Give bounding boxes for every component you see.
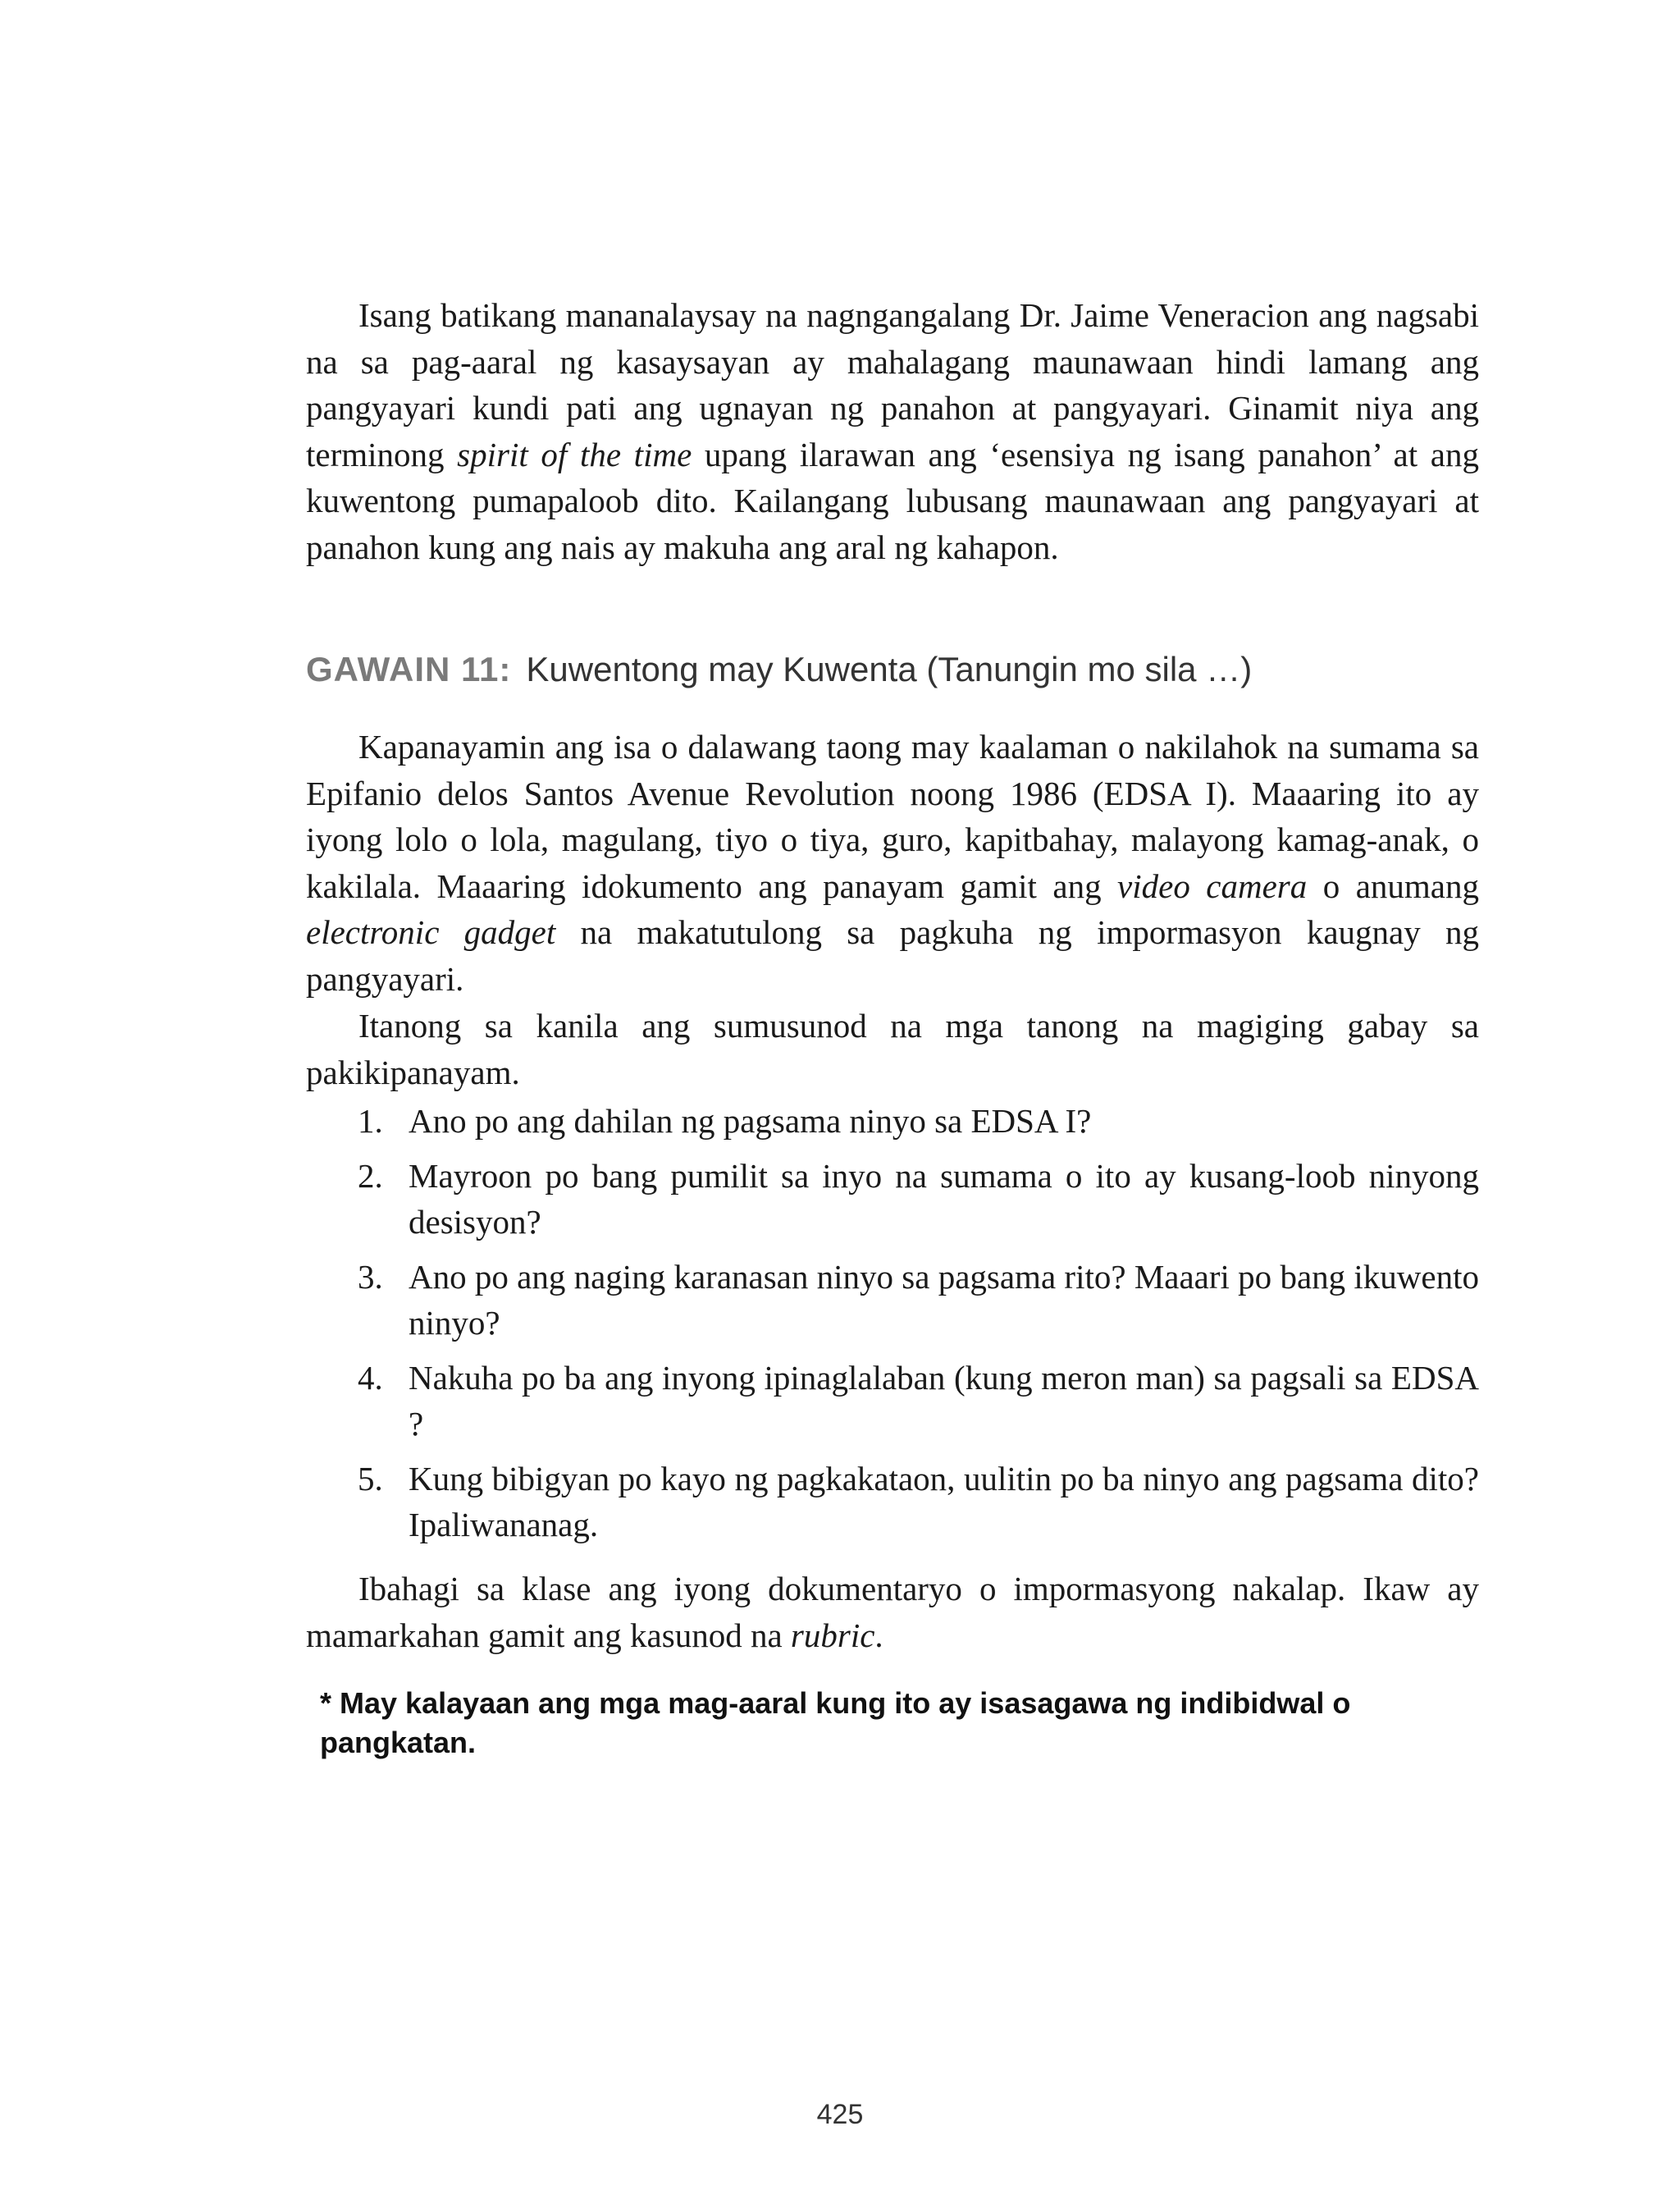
question-text: Kung bibigyan po kayo ng pagkakataon, uulitin po ba ninyo ang pagsama dito? Ipaliwananag. xyxy=(409,1459,1479,1543)
question-text: Nakuha po ba ang inyong ipinaglalaban (kung meron man) sa pagsali sa EDSA ? xyxy=(409,1358,1479,1442)
activity-label: GAWAIN 11: xyxy=(306,650,512,688)
question-item xyxy=(358,1098,1479,1145)
instructions-italic-2: electronic gadget xyxy=(306,913,556,951)
question-item xyxy=(358,1153,1479,1246)
intro-text-2: upang ilarawan ang ‘esensiya ng isang panahon’ at ang kuwentong pumapaloob dito. Kailangang lubusang maunawaan ang pangyayari at panahon kung ang nais ay makuha ang aral ng kahapon. xyxy=(306,435,1479,566)
closing-paragraph xyxy=(306,1566,1479,1658)
question-number: 1. xyxy=(358,1102,383,1140)
closing-text-2: . xyxy=(874,1616,883,1654)
question-number: 2. xyxy=(358,1156,383,1195)
question-number: 3. xyxy=(358,1257,383,1296)
closing-italic-term: rubric xyxy=(790,1616,875,1654)
question-item xyxy=(358,1254,1479,1346)
activity-title: Kuwentong may Kuwenta (Tanungin mo sila …) xyxy=(526,650,1253,688)
instructions-paragraph xyxy=(306,724,1479,1002)
intro-italic-term: spirit of the time xyxy=(457,435,692,473)
question-item xyxy=(358,1456,1479,1548)
question-item xyxy=(358,1355,1479,1447)
activity-heading xyxy=(306,647,1479,693)
intro-text-1: Isang batikang mananalaysay na nagngangalang Dr. Jaime Veneracion ang nagsabi na sa pag-aaral ng kasaysayan ay mahalagang maunawaan hindi lamang ang pangyayari kundi pati ang ugnayan ng panahon at pangyayari. Ginamit niya ang terminong xyxy=(306,296,1479,473)
questions-intro: Itanong sa kanila ang sumusunod na mga tanong na magiging gabay sa pakikipanayam. xyxy=(306,1007,1479,1091)
question-number: 5. xyxy=(358,1459,383,1497)
intro-paragraph xyxy=(306,292,1479,570)
page-number: 425 xyxy=(816,2099,864,2130)
question-list xyxy=(358,1098,1479,1557)
question-number: 4. xyxy=(358,1358,383,1397)
instructions-text-3: na makatutulong sa pagkuha ng impormasyon kaugnay ng pangyayari. xyxy=(306,913,1479,998)
instructions-italic-1: video camera xyxy=(1117,866,1308,905)
question-text: Mayroon po bang pumilit sa inyo na sumama o ito ay kusang-loob ninyong desisyon? xyxy=(409,1156,1479,1241)
instructions-text-1: Kapanayamin ang isa o dalawang taong may kaalaman o nakilahok na sumama sa Epifanio delos Santos Avenue Revolution noong 1986 (EDSA I). Maaaring ito ay iyong lolo o lola, magulang, tiyo o tiya, guro, kapitbahay, malayong kamag-anak, o kakilala. Maaaring idokumento ang panayam gamit ang xyxy=(306,728,1479,905)
footnote-note: * May kalayaan ang mga mag-aaral kung ito ay isasagawa ng indibidwal o pangkatan. xyxy=(320,1686,1351,1759)
closing-text-1: Ibahagi sa klase ang iyong dokumentaryo o impormasyong nakalap. Ikaw ay mamarkahan gamit ang kasunod na xyxy=(306,1570,1479,1654)
instructions-text-2: o anumang xyxy=(1307,866,1479,905)
question-text: Ano po ang naging karanasan ninyo sa pagsama rito? Maaari po bang ikuwento ninyo? xyxy=(409,1257,1479,1342)
question-text: Ano po ang dahilan ng pagsama ninyo sa EDSA I? xyxy=(409,1102,1092,1140)
